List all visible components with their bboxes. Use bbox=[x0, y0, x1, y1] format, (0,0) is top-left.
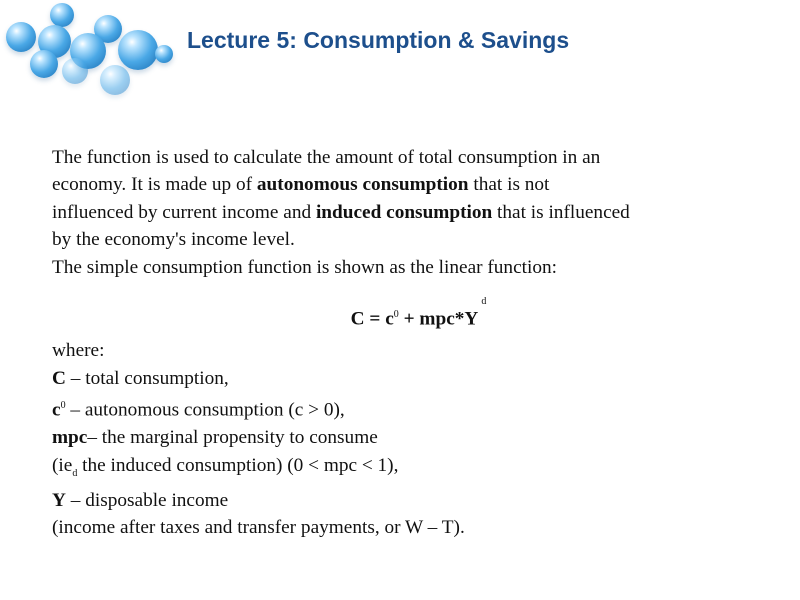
definition-c bbox=[52, 365, 782, 392]
consumption-formula bbox=[52, 296, 782, 335]
definition-text: (ie bbox=[52, 454, 73, 476]
definition-text: – the marginal propensity to consume bbox=[87, 427, 378, 449]
paragraph-text: that is influenced bbox=[492, 201, 630, 223]
bubble-decoration bbox=[155, 45, 173, 63]
induced-consumption-term: induced consumption bbox=[315, 201, 493, 223]
formula-lhs: C = c bbox=[350, 308, 394, 330]
symbol-c: C bbox=[52, 367, 66, 389]
symbol-mpc: mpc bbox=[52, 427, 88, 449]
slide-body bbox=[52, 144, 782, 542]
bubble-decoration bbox=[50, 3, 74, 27]
definition-text: – total consumption, bbox=[65, 367, 229, 389]
slide-title: Lecture 5: Consumption & Savings bbox=[187, 27, 570, 53]
definition-text: the induced consumption) (0 < mpc < 1), bbox=[77, 454, 399, 476]
paragraph-line bbox=[52, 144, 782, 171]
definition-text: – disposable income bbox=[65, 489, 229, 511]
definition-mpc-note bbox=[52, 452, 782, 487]
paragraph-text: that is not bbox=[468, 174, 550, 196]
definition-mpc bbox=[52, 424, 782, 451]
decorative-bubbles bbox=[0, 0, 175, 100]
paragraph-text: by the economy's income level. bbox=[52, 229, 295, 251]
bubble-decoration bbox=[30, 50, 58, 78]
paragraph-text: influenced by current income and bbox=[52, 201, 316, 223]
bubble-decoration bbox=[118, 30, 158, 70]
where-label: where: bbox=[52, 340, 105, 362]
paragraph-text: economy. It is made up of bbox=[52, 174, 257, 196]
definition-y-note: (income after taxes and transfer payments, or W – T). bbox=[52, 517, 465, 539]
bubble-decoration bbox=[100, 65, 130, 95]
paragraph-line bbox=[52, 199, 782, 226]
formula-rhs: + mpc*Y bbox=[398, 308, 479, 330]
definition-text: – autonomous consumption (c > 0), bbox=[65, 399, 345, 421]
bubble-decoration bbox=[62, 58, 88, 84]
paragraph-line bbox=[52, 254, 782, 281]
autonomous-consumption-term: autonomous consumption bbox=[256, 174, 469, 196]
definition-c0 bbox=[52, 392, 782, 424]
formula-superscript: d bbox=[481, 296, 487, 308]
symbol-y: Y bbox=[52, 489, 66, 511]
paragraph-line bbox=[52, 171, 782, 198]
paragraph-text: The function is used to calculate the amount of total consumption in an bbox=[52, 147, 601, 168]
symbol-c0-subscript: 0 bbox=[60, 400, 66, 412]
paragraph-text: The simple consumption function is shown as the linear function: bbox=[52, 256, 557, 278]
note-subscript: d bbox=[72, 467, 78, 479]
definition-y bbox=[52, 487, 782, 514]
formula-subscript: 0 bbox=[393, 309, 399, 321]
bubble-decoration bbox=[6, 22, 36, 52]
paragraph-line bbox=[52, 226, 782, 253]
symbol-c0: c bbox=[52, 399, 61, 421]
